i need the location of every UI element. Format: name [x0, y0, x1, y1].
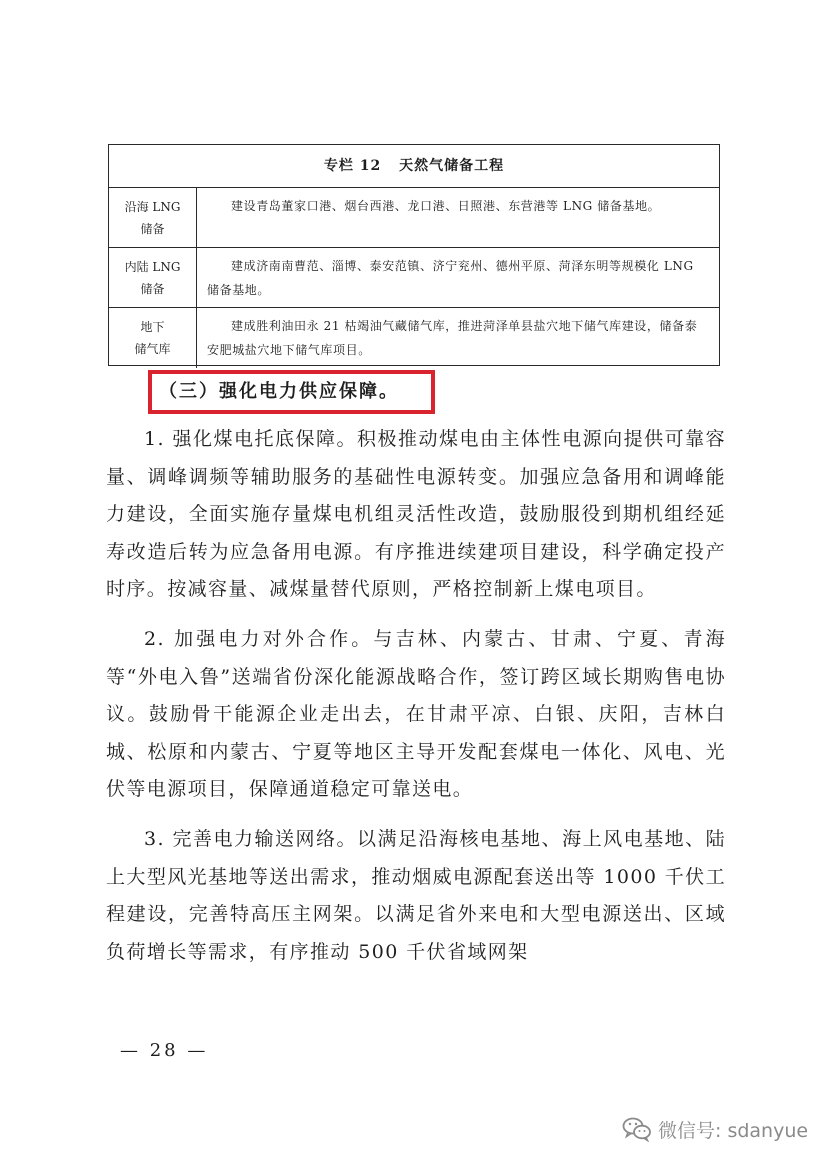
- row-text: 建设青岛董家口港、烟台西港、龙口港、日照港、东营港等 LNG 储备基地。: [231, 199, 661, 213]
- paragraph: 1. 强化煤电托底保障。积极推动煤电由主体性电源向提供可靠容量、调峰调频等辅助服务的基础性电源转变。加强应急备用和调峰能力建设，全面实施存量煤电机组灵活性改造，鼓励服役到期机组经延寿改造后转为应急备用电源。有序推进续建项目建设，科学确定投产时序。按减容量、减煤量替代原则，严格控制新上煤电项目。: [106, 428, 726, 601]
- row-label: [109, 248, 197, 307]
- watermark-text: 微信号: sdanyue: [658, 1119, 809, 1142]
- box-title: [109, 145, 719, 188]
- row-label-line2: 储备: [140, 221, 165, 236]
- paragraph: 3. 完善电力输送网络。以满足沿海核电基地、海上风电基地、陆上大型风光基地等送出需求，推动烟威电源配套送出等 1000 千伏工程建设，完善特高压主网架。以满足省外来电和大型电源送出、区域负荷增长等需求，有序推动 500 千伏省域网架: [106, 827, 726, 963]
- watermark: [622, 1112, 808, 1146]
- column-box-table: [108, 144, 720, 366]
- page-number: — 28 —: [120, 1040, 209, 1061]
- row-label-line2: 储气库: [134, 342, 171, 356]
- section-heading: （三）强化电力供应保障。: [159, 381, 399, 402]
- table-row: [109, 308, 719, 368]
- table-row: [109, 248, 719, 308]
- box-title-text: 天然气储备工程: [399, 158, 505, 174]
- table-row: [109, 188, 719, 248]
- row-label-line1: 沿海 LNG: [124, 199, 181, 214]
- row-label-line2: 储备: [140, 281, 165, 296]
- row-label: [109, 188, 197, 247]
- paragraph: 2. 加强电力对外合作。与吉林、内蒙古、甘肃、宁夏、青海等“外电入鲁”送端省份深化能源战略合作，签订跨区域长期购售电协议。鼓励骨干能源企业走出去，在甘肃平凉、白银、庆阳，吉林白城、松原和内蒙古、宁夏等地区主导开发配套煤电一体化、风电、光伏等电源项目，保障通道稳定可靠送电。: [106, 627, 726, 801]
- row-label-line1: 地下: [140, 320, 165, 334]
- body-text: [106, 421, 726, 971]
- wechat-icon: [622, 1116, 652, 1142]
- row-text: 建成胜利油田永 21 枯竭油气藏储气库，推进菏泽单县盐穴地下储气库建设，储备泰安肥城盐穴地下储气库项目。: [207, 319, 698, 357]
- row-label: [109, 308, 197, 368]
- row-text: 建成济南南曹范、淄博、泰安范镇、济宁兖州、德州平原、菏泽东明等规模化 LNG 储备基地。: [207, 259, 694, 297]
- box-title-prefix: 专栏 12: [323, 158, 382, 174]
- row-label-line1: 内陆 LNG: [124, 259, 181, 274]
